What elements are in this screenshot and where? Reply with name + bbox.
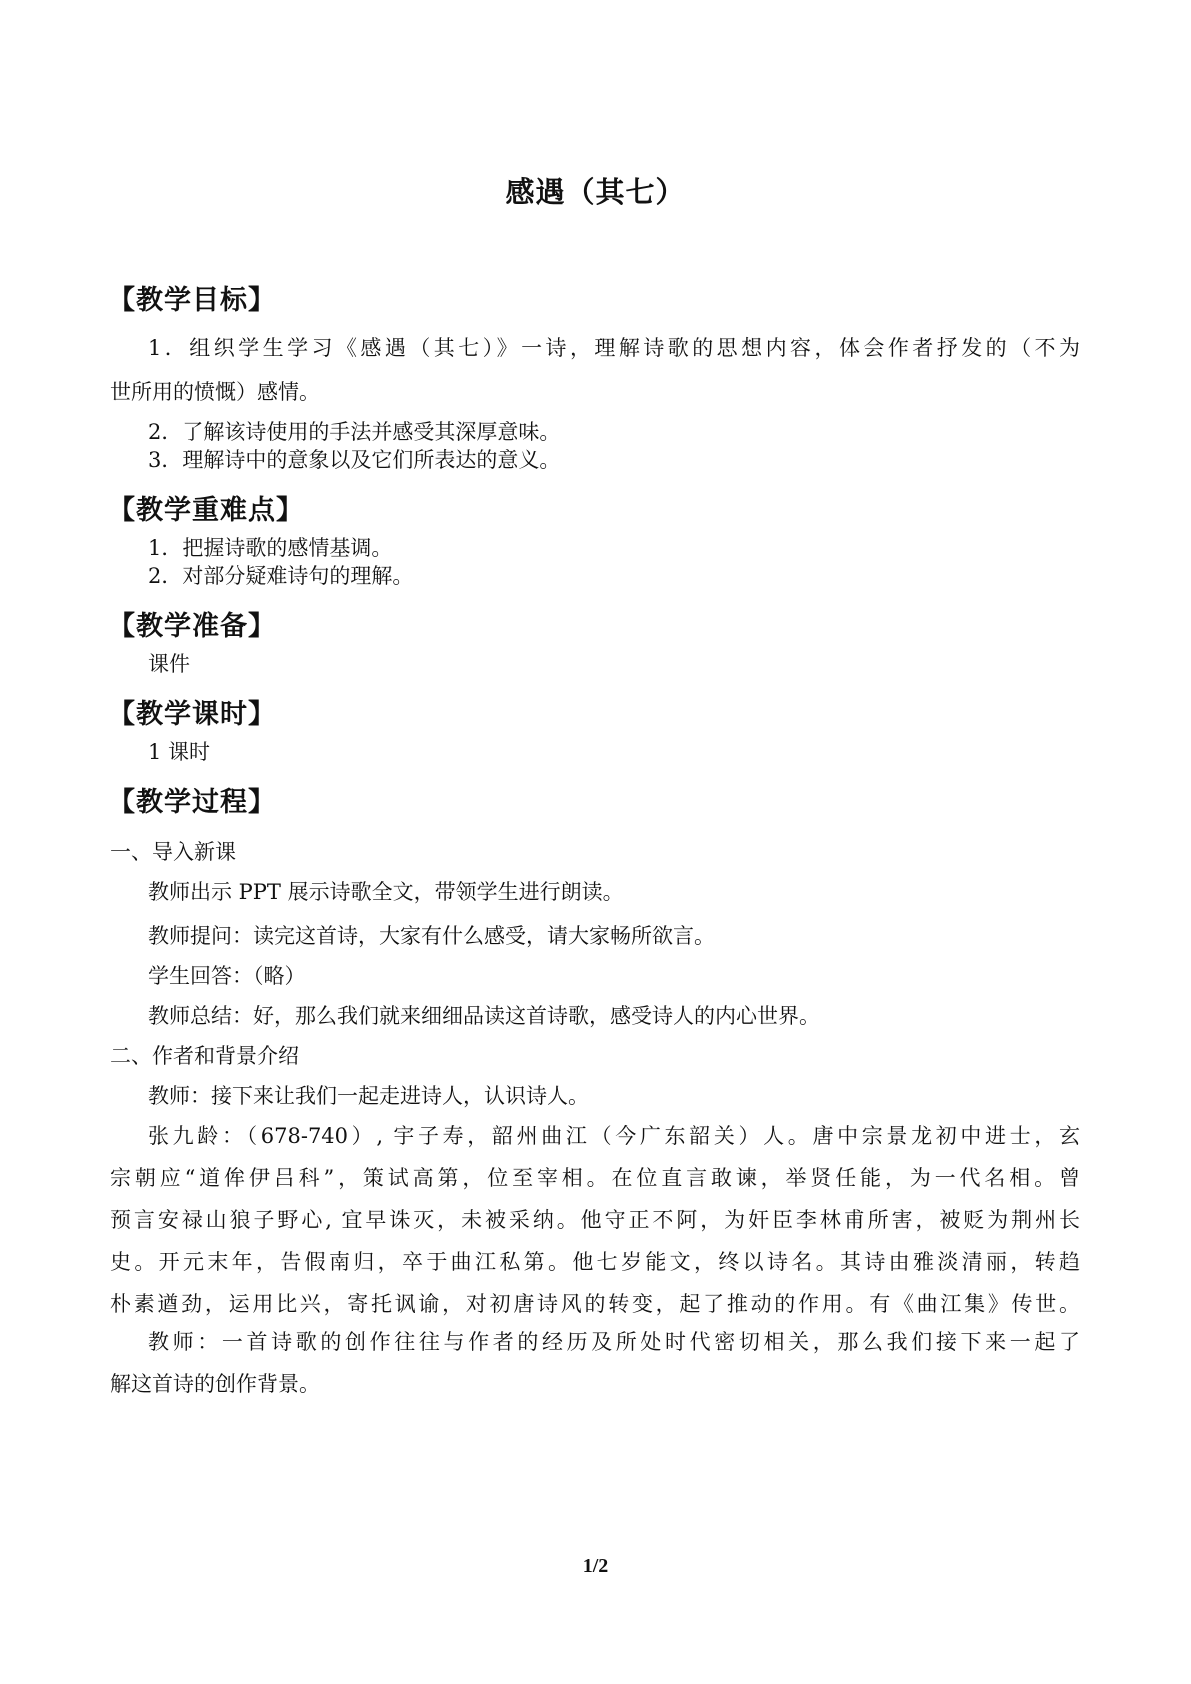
process-part-1-title: 一、导入新课 [110, 840, 236, 864]
process-part-1-line-3: 学生回答：（略） [148, 964, 306, 988]
objective-item-1-line-2: 世所用的愤慨）感情。 [110, 380, 320, 404]
difficulty-item-2: 2．对部分疑难诗句的理解。 [148, 564, 414, 588]
section-heading-process: 【教学过程】 [108, 787, 276, 818]
objective-item-2: 2．了解该诗使用的手法并感受其深厚意味。 [148, 420, 561, 444]
section-heading-objectives: 【教学目标】 [108, 285, 276, 316]
page-title: 感遇（其七） [505, 175, 686, 209]
process-part-1-line-2: 教师提问：读完这首诗，大家有什么感受，请大家畅所欲言。 [148, 924, 715, 948]
process-part-1-line-1: 教师出示 PPT 展示诗歌全文，带领学生进行朗读。 [148, 880, 624, 904]
objective-item-3: 3．理解诗中的意象以及它们所表达的意义。 [148, 448, 561, 472]
page-number: 1/2 [582, 1555, 609, 1577]
process-part-1-line-4: 教师总结：好，那么我们就来细细品读这首诗歌，感受诗人的内心世界。 [148, 1004, 820, 1028]
preparation-content: 课件 [148, 652, 190, 676]
section-heading-preparation: 【教学准备】 [108, 611, 276, 642]
author-bio-line-2: 宗朝应“道侔伊吕科”，策试高第，位至宰相。在位直言敢谏，举贤任能，为一代名相。曾 [110, 1166, 1080, 1190]
author-bio-line-1: 张九龄：（678-740）, 宇子寿，韶州曲江（今广东韶关）人。唐中宗景龙初中进士，玄 [148, 1124, 1080, 1148]
background-line-2: 解这首诗的创作背景。 [110, 1372, 320, 1396]
background-line-1: 教师：一首诗歌的创作往往与作者的经历及所处时代密切相关，那么我们接下来一起了 [148, 1330, 1080, 1354]
section-heading-duration: 【教学课时】 [108, 699, 276, 730]
author-bio-line-5: 朴素遒劲，运用比兴，寄托讽谕，对初唐诗风的转变，起了推动的作用。有《曲江集》传世。 [110, 1292, 1080, 1316]
objective-item-1-line-1: 1．组织学生学习《感遇（其七）》一诗，理解诗歌的思想内容，体会作者抒发的（不为 [148, 336, 1080, 360]
section-heading-difficulties: 【教学重难点】 [108, 495, 304, 526]
author-bio-line-3: 预言安禄山狼子野心, 宜早诛灭，未被采纳。他守正不阿，为奸臣李林甫所害，被贬为荆州长 [110, 1208, 1080, 1232]
author-bio-line-4: 史。开元末年，告假南归，卒于曲江私第。他七岁能文，终以诗名。其诗由雅淡清丽，转趋 [110, 1250, 1080, 1274]
process-part-2-title: 二、作者和背景介绍 [110, 1044, 299, 1068]
process-part-2-line-1: 教师：接下来让我们一起走进诗人，认识诗人。 [148, 1084, 589, 1108]
difficulty-item-1: 1．把握诗歌的感情基调。 [148, 536, 393, 560]
duration-content: 1 课时 [148, 740, 211, 764]
